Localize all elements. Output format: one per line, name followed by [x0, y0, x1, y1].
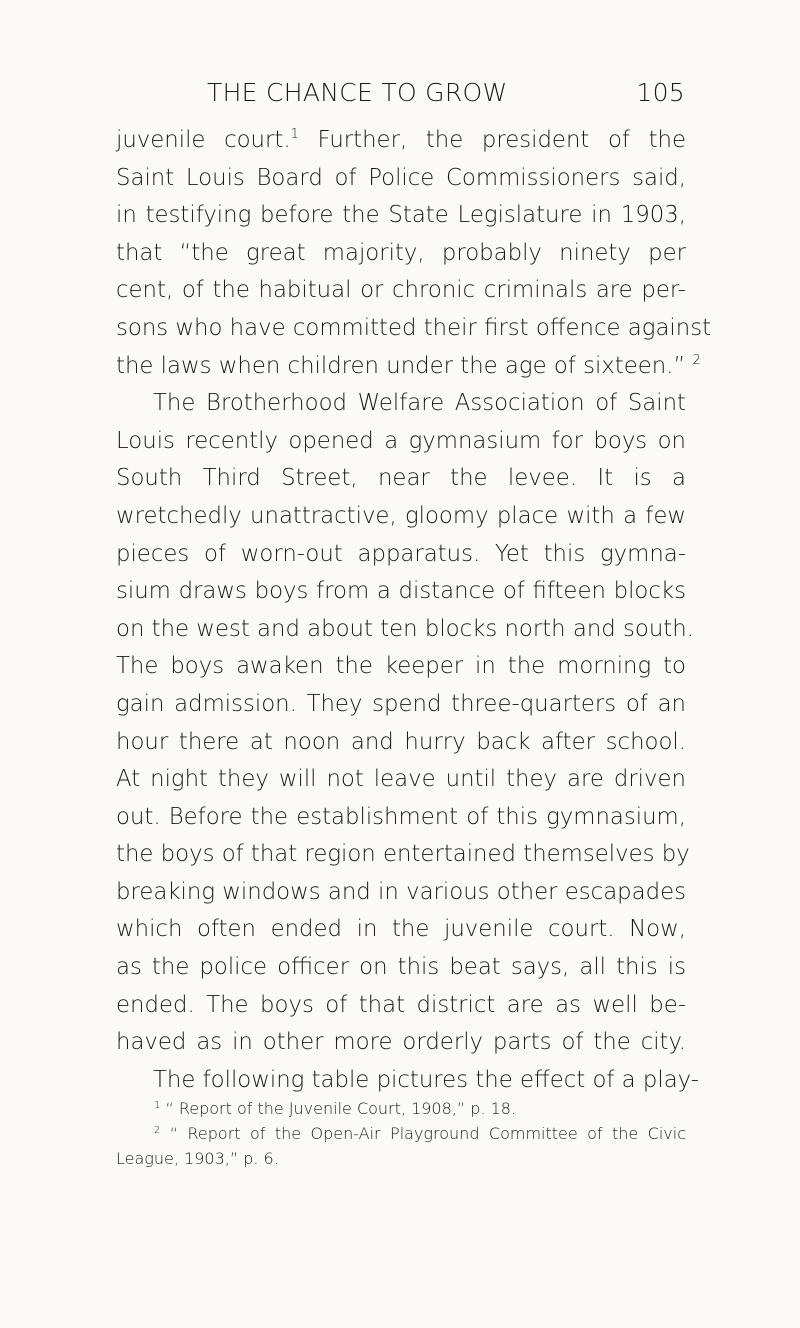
- text-line: The following table pictures the effect of a play-: [153, 1066, 699, 1093]
- text-line: At night they will not leave until they are driven: [116, 766, 686, 793]
- footnote-ref: 1: [290, 127, 299, 142]
- text-line: gain admission. They spend three-quarters of an: [116, 690, 686, 717]
- text-line: breaking windows and in various other escapades: [116, 878, 686, 905]
- footnote-1: $^1$ “ Report of the Juvenile Court, 1908,” p. 18.: [154, 1099, 517, 1118]
- footnote-2-continued: League, 1903,” p. 6.: [116, 1149, 279, 1168]
- footnote-2: $^2$ “ Report of the Open-Air Playground Committee of the Civic: [154, 1124, 686, 1143]
- text-line: the laws when children under the age of sixteen.” $^2$: [116, 352, 701, 379]
- text-line: out. Before the establishment of this gymnasium,: [116, 803, 686, 830]
- text-line: as the police officer on this beat says, all this is: [116, 954, 686, 981]
- text-line: hour there at noon and hurry back after school.: [116, 728, 686, 755]
- page-number: 105: [636, 78, 685, 107]
- running-title: THE CHANCE TO GROW: [207, 78, 508, 107]
- footnote-ref: 2: [692, 352, 701, 368]
- text-line: Saint Louis Board of Police Commissioners said,: [116, 164, 686, 191]
- text-line: the boys of that region entertained themselves by: [116, 841, 690, 868]
- text-line: wretchedly unattractive, gloomy place with a few: [116, 502, 686, 529]
- running-header: [207, 78, 685, 107]
- text-line: in testifying before the State Legislature in 1903,: [116, 202, 686, 229]
- text-line: sium draws boys from a distance of fifteen blocks: [116, 578, 686, 605]
- text-line: sons who have committed their first offence against: [116, 314, 712, 341]
- text-line: haved as in other more orderly parts of the city.: [116, 1029, 686, 1056]
- text-line: which often ended in the juvenile court. Now,: [116, 916, 686, 943]
- text-line: South Third Street, near the levee. It is a: [116, 465, 686, 492]
- text-line: juvenile court.$^1$ Further, the president of the: [116, 127, 686, 153]
- text-line: pieces of worn-out apparatus. Yet this gymna-: [116, 540, 686, 567]
- text-line: ended. The boys of that district are as well be-: [116, 991, 686, 1018]
- text-line: Louis recently opened a gymnasium for boys on: [116, 427, 686, 454]
- text-line: that “the great majority, probably ninety per: [116, 239, 686, 266]
- text-line: on the west and about ten blocks north and south.: [116, 615, 694, 642]
- footnotes: [116, 1096, 686, 1171]
- body-text: [116, 122, 712, 1099]
- text-line: The Brotherhood Welfare Association of Saint: [153, 390, 686, 417]
- text-line: The boys awaken the keeper in the morning to: [116, 653, 686, 680]
- text-line: cent, of the habitual or chronic criminals are per-: [116, 277, 686, 304]
